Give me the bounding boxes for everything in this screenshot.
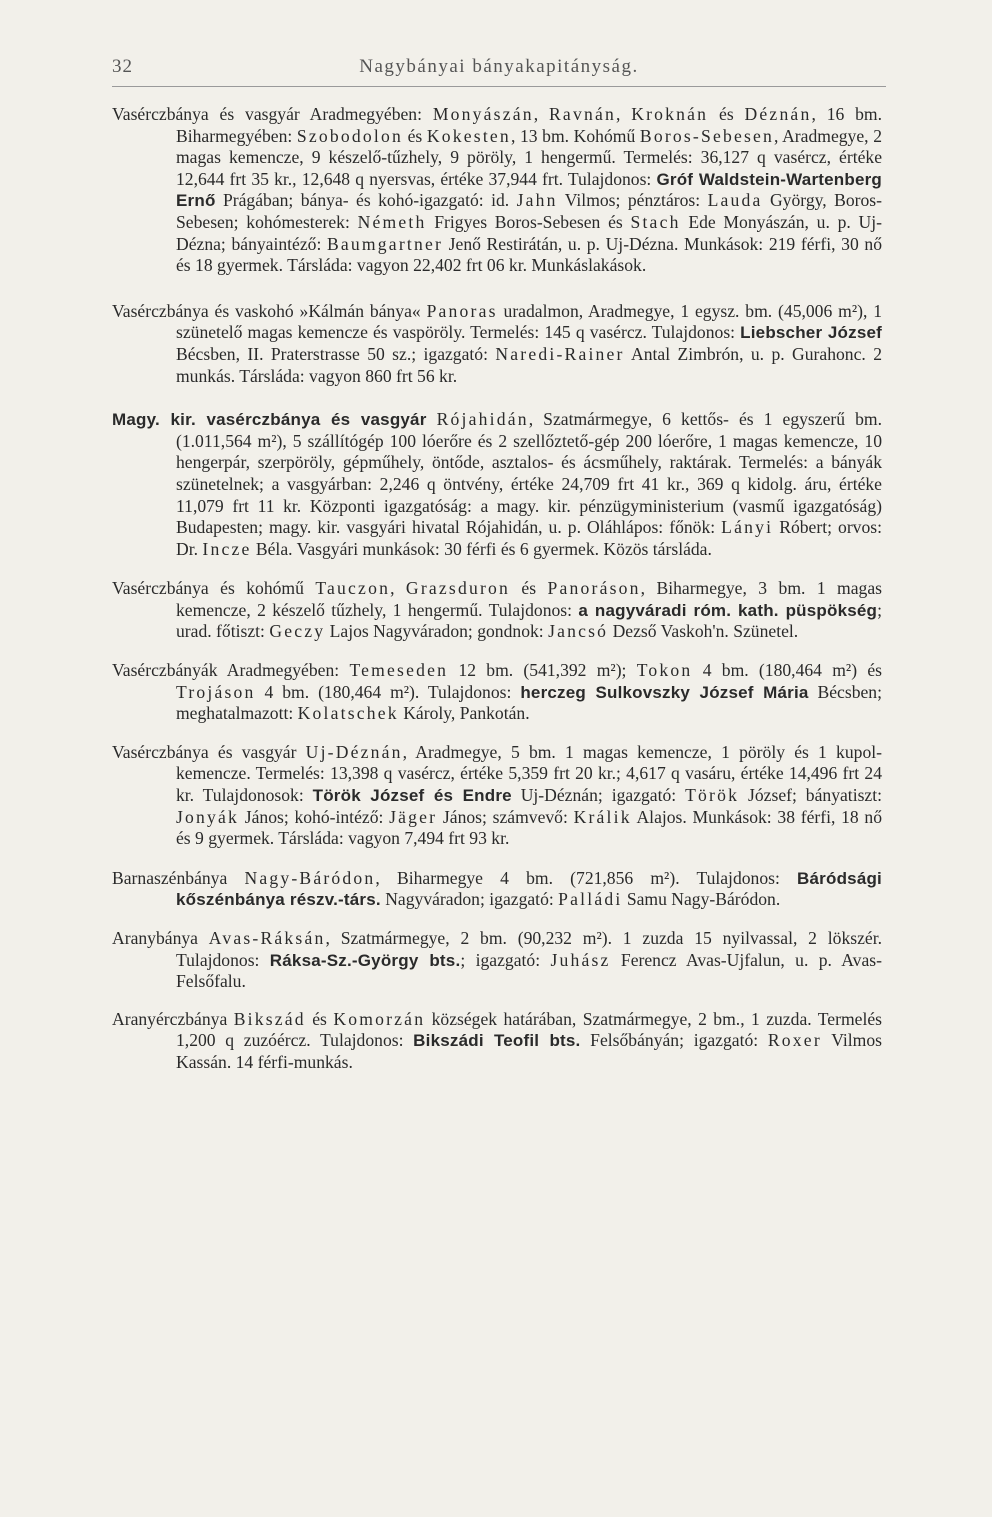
entry-text: Dezső Vaskoh'n. Szünetel. <box>608 621 799 642</box>
spaced-name: Ravnán <box>549 104 616 124</box>
entry-text: Ede Monyászán, u. p. Uj-Dézna; bányaintéző: <box>176 211 882 254</box>
entry-text: és <box>402 125 427 146</box>
spaced-name: Lauda <box>707 190 763 211</box>
owner-name: Török József és Endre <box>312 786 512 806</box>
entry-text: Frigyes Boros-Sebesen és <box>426 211 631 232</box>
spaced-name: Németh <box>357 211 427 232</box>
owner-name: Liebscher József <box>740 323 882 343</box>
entry-text: Béla. Vasgyári munkások: 30 férfi és 6 gyermek. Közös társláda. <box>251 538 712 559</box>
entry-text <box>427 409 437 429</box>
entry-text: Samu Nagy-Báródon. <box>622 889 781 910</box>
entry-text: , Biharmegye, 3 bm. 1 magas kemencze, 2 készelő tűzhely, 1 hengermű. Tulajdonos: <box>176 578 883 620</box>
entry-text: , Biharmegye 4 bm. (721,856 m²). Tulajdonos: <box>375 867 798 888</box>
spaced-name: Déznán <box>744 104 812 124</box>
entry-text: Aranybánya <box>112 928 209 948</box>
spaced-name: Geczy <box>269 621 326 642</box>
entry-text: Vilmos; pénztáros: <box>557 190 708 211</box>
entry-text: községek határában, Szatmármegye, 2 bm., 1 zuzda. Termelés 1,200 q zuzóércz. Tulajdonos: <box>176 1008 883 1051</box>
entry-text: és <box>510 578 548 599</box>
entry-text: Antal Zimbrón, u. p. Gurahonc. 2 munkás. Társláda: vagyon 860 frt 56 kr. <box>176 343 882 386</box>
entry-text: Bécsben; meghatalmazott: <box>176 681 882 724</box>
entry-text: Lajos Nagyváradon; gondnok: <box>325 621 549 642</box>
spaced-name: Panoráson <box>547 578 641 599</box>
entry-text: József; bányatiszt: <box>739 785 883 806</box>
spaced-name: Tauczon <box>315 578 391 599</box>
spaced-name: Baumgartner <box>326 233 444 254</box>
entry-text: Róbert; orvos: Dr. <box>176 517 883 559</box>
entry-text: és <box>305 1008 334 1029</box>
entry-temesed <box>112 660 882 725</box>
entry-text: és <box>708 104 745 124</box>
spaced-name: Avas-Ráksán <box>208 928 326 948</box>
owner-name: Báródsági kőszénbánya részv.-társ. <box>176 868 882 910</box>
entry-text: , <box>533 104 549 124</box>
entry-bikszad <box>112 1009 882 1074</box>
entry-text: , <box>615 104 632 124</box>
entry-text: Barnaszénbánya <box>112 867 245 888</box>
entry-kalman-banya <box>112 301 882 387</box>
entry-text: , 13 bm. Kohómű <box>510 125 640 146</box>
spaced-name: Kolatschek <box>297 703 399 724</box>
spaced-name: Monyászán <box>432 104 534 124</box>
entry-text: Vasérczbánya és kohómű <box>112 578 316 599</box>
spaced-name: Jäger <box>389 806 438 827</box>
spaced-name: Jancsó <box>548 621 609 642</box>
entry-aradmegye-vasgyar <box>112 104 882 277</box>
entry-text: , Szatmármegye, 2 bm. (90,232 m²). 1 zuzda 15 nyilvassal, 2 lökszér. Tulajdonos: <box>176 928 883 970</box>
entry-avas-raksa <box>112 928 882 993</box>
page-number: 32 <box>112 56 133 77</box>
entry-text: ; igazgató: <box>460 949 551 970</box>
entry-text: 12 bm. (541,392 m²); <box>448 660 637 681</box>
entry-text: Károly, Pankotán. <box>398 703 530 724</box>
owner-name: Gróf Waldstein-Wartenberg Ernő <box>176 169 882 211</box>
spaced-name: Uj-Déznán <box>305 741 403 762</box>
entry-text: , 16 bm. Biharmegyében: <box>176 104 883 146</box>
entry-text: János; kohó-intéző: <box>239 806 390 827</box>
entry-text: Vilmos Kassán. 14 férfi-munkás. <box>176 1030 883 1072</box>
entry-text: Nagyváradon; igazgató: <box>380 889 559 910</box>
spaced-name: Palládi <box>558 889 623 910</box>
entry-text: , Aradmegye, 2 magas kemencze, 9 készelő-tűzhely, 9 pöröly, 1 hengermű. Termelés: 36,127 q vasércz, értéke 12,644 frt 35 kr., 12,648 q nyersvas, értéke 37,944 frt. Tulajdonos: <box>176 125 882 189</box>
owner-name: Bikszádi Teofil bts. <box>413 1031 581 1051</box>
entry-nagy-barod <box>112 868 882 911</box>
spaced-name: Králik <box>573 806 632 827</box>
spaced-name: Rójahidán <box>436 409 529 430</box>
spaced-name: Trojáson <box>176 681 256 702</box>
spaced-name: Kroknán <box>631 104 709 124</box>
entry-text: Alajos. Munkások: 38 férfi, 18 nő és 9 gyermek. Társláda: vagyon 7,494 frt 93 kr. <box>176 806 882 849</box>
spaced-name: Stach <box>630 211 681 232</box>
spaced-name: Török <box>685 785 740 806</box>
entry-text: Ferencz Avas-Ujfalun, u. p. Avas-Felsőfalu. <box>176 949 882 992</box>
entry-text: ; urad. főtiszt: <box>176 599 883 642</box>
entry-text: uradalmon, Aradmegye, 1 egysz. bm. (45,006 m²), 1 szünetelő magas kemencze és vaspöröly. Termelés: 145 q vasércz. Tulajdonos: <box>176 300 882 343</box>
spaced-name: Incze <box>202 538 252 559</box>
spaced-name: Komorzán <box>333 1008 426 1029</box>
entry-text: Vasérczbánya és vasgyár Aradmegyében: <box>112 104 433 124</box>
running-title: Nagybányai bányakapitányság. <box>359 56 639 77</box>
entry-text: , Szatmármegye, 6 kettős- és 1 egyszerű bm. (1.011,564 m²), 5 szállítógép 100 lóerőre és 2 szellőztető-gép 200 lóerőre, 1 magas kemencze, 10 hengerpár, szerpöröly, gépműhely, öntőde, asztalos- és ácsműhely, raktárak. Termelés: a bányák szünetelnek; a vasgyárban: 2,246 q öntvény, értéke 24,709 frt 41 kr., 369 q kidolg. áru, értéke 11,079 frt 11 kr. Központi igazgatóság: a magy. kir. pénzügyministerium (vasmű igazgatóság) Budapesten; magy. kir. vasgyári hivatal Rójahidán, u. p. Oláhlápos: főnök: <box>176 409 882 538</box>
spaced-name: Jahn <box>516 190 558 211</box>
entry-uj-dezna <box>112 742 882 850</box>
entry-text: 4 bm. (180,464 m²) és <box>692 660 882 681</box>
spaced-name: Naredi-Rainer <box>495 343 625 364</box>
owner-name: herczeg Sulkovszky József Mária <box>520 682 809 702</box>
entry-text: Jenő Restirátán, u. p. Uj-Dézna. Munkások: 219 férfi, 30 nő és 18 gyermek. Társláda: vagyon 22,402 frt 06 kr. Munkáslakások. <box>176 233 882 276</box>
entry-rojahida <box>112 409 882 560</box>
entry-text: Prágában; bánya- és kohó-igazgató: id. <box>215 190 517 211</box>
entry-text: , Aradmegye, 5 bm. 1 magas kemencze, 1 pöröly és 1 kupol-kemencze. Termelés: 13,398 q vasércz, értéke 5,359 frt 20 kr.; 4,617 q vasáru, értéke 14,496 frt 24 kr. Tulajdonosok: <box>176 741 882 806</box>
entry-text: Vasérczbánya és vaskohó »Kálmán bánya« <box>112 300 427 321</box>
owner-name: Ráksa-Sz.-György bts. <box>269 950 461 970</box>
owner-name: Magy. kir. vasérczbánya és vasgyár <box>112 410 427 430</box>
entry-text: János; számvevő: <box>437 806 574 827</box>
entry-text: György, Boros-Sebesen; kohómesterek: <box>176 190 882 232</box>
spaced-name: Grazsduron <box>405 578 510 599</box>
spaced-name: Szobodolon <box>296 125 403 146</box>
entry-text: , <box>390 578 406 599</box>
entry-text: Felsőbányán; igazgató: <box>580 1030 768 1051</box>
spaced-name: Roxer <box>767 1030 822 1051</box>
spaced-name: Temeseden <box>349 660 449 681</box>
page-body <box>112 104 882 1092</box>
entry-text: Bécsben, II. Praterstrasse 50 sz.; igazgató: <box>176 343 496 364</box>
spaced-name: Jonyák <box>176 806 240 827</box>
entry-text: 4 bm. (180,464 m²). Tulajdonos: <box>255 681 521 702</box>
spaced-name: Juhász <box>550 949 611 970</box>
spaced-name: Nagy-Báródon <box>244 867 376 888</box>
entry-text: Aranyérczbánya <box>112 1008 234 1029</box>
spaced-name: Bikszád <box>233 1008 306 1029</box>
entry-taucz <box>112 578 882 643</box>
spaced-name: Boros-Sebesen <box>639 125 775 146</box>
entry-text: Vasérczbánya és vasgyár <box>112 741 306 762</box>
entry-text: Vasérczbányák Aradmegyében: <box>112 660 350 681</box>
entry-text: Uj-Déznán; igazgató: <box>511 785 686 806</box>
owner-name: a nagyváradi róm. kath. püspökség <box>578 600 878 620</box>
page-header <box>112 56 886 87</box>
spaced-name: Kokesten <box>426 125 511 146</box>
spaced-name: Lányi <box>721 517 774 538</box>
spaced-name: Panoras <box>426 300 498 321</box>
spaced-name: Tokon <box>636 660 693 681</box>
